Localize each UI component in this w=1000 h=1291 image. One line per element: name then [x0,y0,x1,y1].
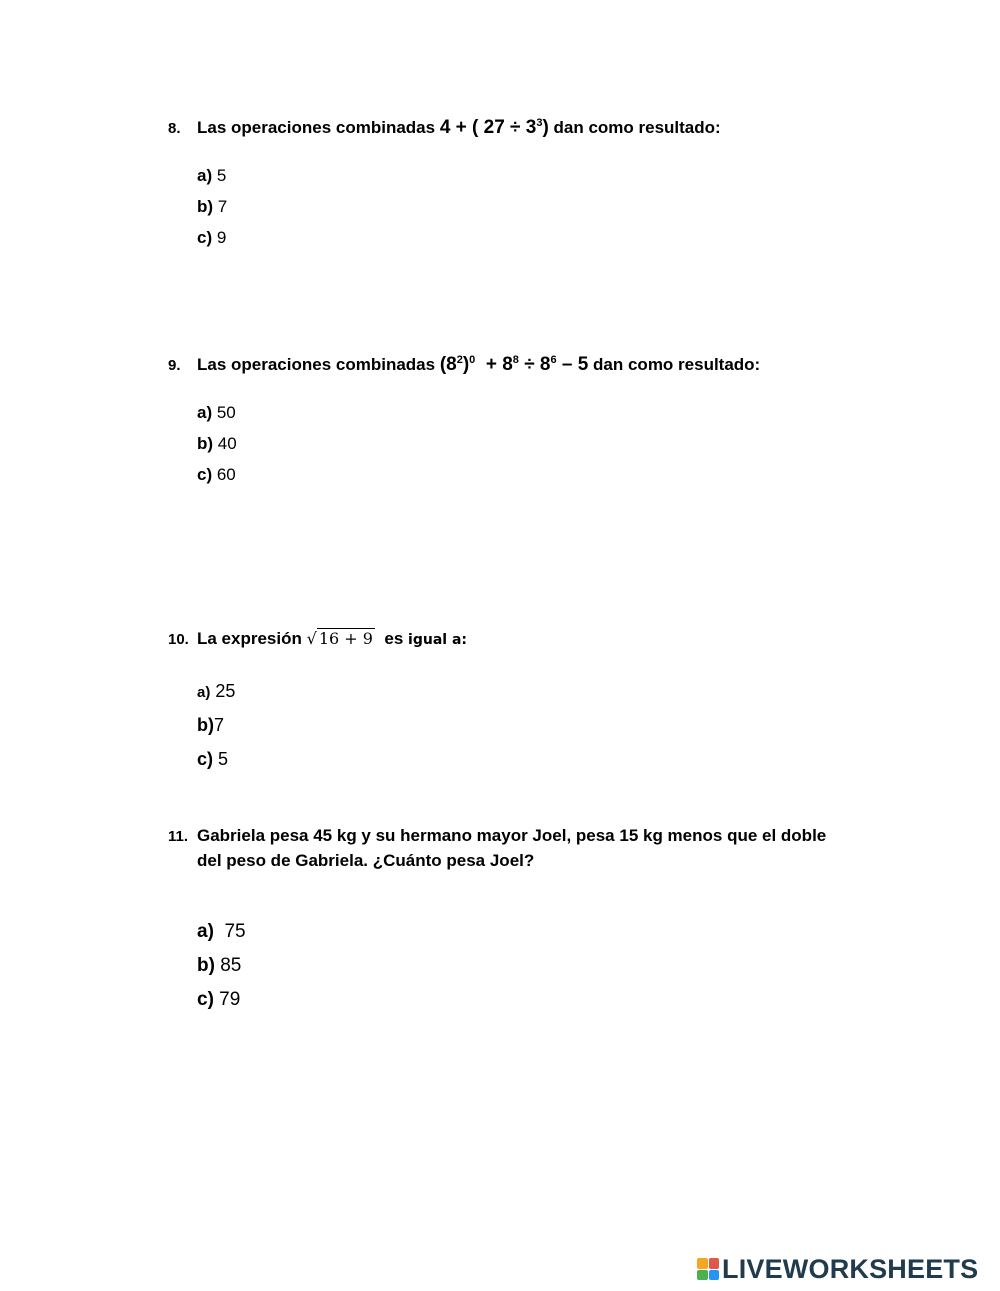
option-label: a) [197,166,213,185]
option-c[interactable] [197,749,228,770]
option-label: b) [197,197,214,216]
question-text-end: igual a: [408,632,467,648]
option-c[interactable] [197,228,226,248]
expression-part: ) [542,117,549,138]
option-b[interactable] [197,434,237,454]
option-label: b) [197,715,214,735]
question-text-line-1: Gabriela pesa 45 kg y su hermano mayor Joel, pesa 15 kg menos que el doble [197,826,827,845]
question-number: 9. [168,357,181,374]
option-a[interactable] [197,681,235,702]
expression-part: 4 + ( 27 ÷ 3 [439,117,537,138]
option-b[interactable] [197,715,224,736]
expression-part: + 8 [475,354,513,375]
option-value: 60 [212,465,236,484]
radical-sign: √ [306,629,317,648]
question-9-prompt [168,354,760,376]
logo-mark-tile [697,1270,708,1281]
option-value: 5 [213,749,229,769]
question-11-prompt [168,826,826,846]
exponent: 8 [512,354,519,366]
option-label: c) [197,749,214,769]
expression-part: ÷ 8 [518,354,551,375]
question-8-prompt [168,117,721,139]
option-a[interactable] [197,166,226,186]
option-c[interactable] [197,465,236,485]
question-text-end: dan como resultado: [548,118,721,137]
option-value: 50 [212,403,236,422]
exponent: 3 [536,117,543,129]
question-text: Las operaciones combinadas [197,118,440,137]
radicand: 16 + 9 [318,629,373,648]
option-label: c) [197,989,214,1010]
expression [440,354,589,375]
option-b[interactable] [197,955,241,977]
exponent: 2 [456,354,463,366]
question-text-mid: es [374,629,409,648]
question-number: 8. [168,120,181,137]
expression-part: – 5 [556,354,589,375]
option-a[interactable] [197,403,236,423]
question-text: La expresión [197,629,307,648]
logo-mark-tile [709,1258,720,1269]
option-value: 85 [214,955,242,976]
option-value: 7 [214,715,225,735]
logo-text: LIVEWORKSHEETS [722,1253,979,1284]
option-value: 9 [212,228,227,247]
question-text: Las operaciones combinadas [197,355,440,374]
expression-part: (8 [439,354,457,375]
option-label: b) [197,955,215,976]
square-root-expression [307,629,375,648]
option-value: 75 [213,921,246,942]
logo-mark-icon [697,1258,719,1280]
option-label: a) [197,684,211,701]
option-value: 25 [210,681,236,701]
expression-part: ) [462,354,470,375]
option-value: 79 [213,989,241,1010]
question-10-prompt [168,629,467,649]
option-label: c) [197,228,213,247]
option-value: 5 [212,166,227,185]
logo-mark-tile [709,1270,720,1281]
exponent: 6 [550,354,557,366]
question-number: 10. [168,631,189,648]
option-value: 7 [213,197,228,216]
option-label: b) [197,434,214,453]
question-number: 11. [168,828,189,845]
option-b[interactable] [197,197,227,217]
expression [440,117,549,138]
question-text-line-2: del peso de Gabriela. ¿Cuánto pesa Joel? [197,851,535,870]
option-label: a) [197,921,214,942]
exponent: 0 [469,354,476,366]
question-11-prompt-line-2 [197,851,534,871]
option-a[interactable] [197,921,246,943]
liveworksheets-logo [697,1255,978,1283]
option-label: c) [197,465,213,484]
option-value: 40 [213,434,237,453]
option-c[interactable] [197,989,240,1011]
option-label: a) [197,403,213,422]
logo-mark-tile [697,1258,708,1269]
question-text-end: dan como resultado: [588,355,761,374]
